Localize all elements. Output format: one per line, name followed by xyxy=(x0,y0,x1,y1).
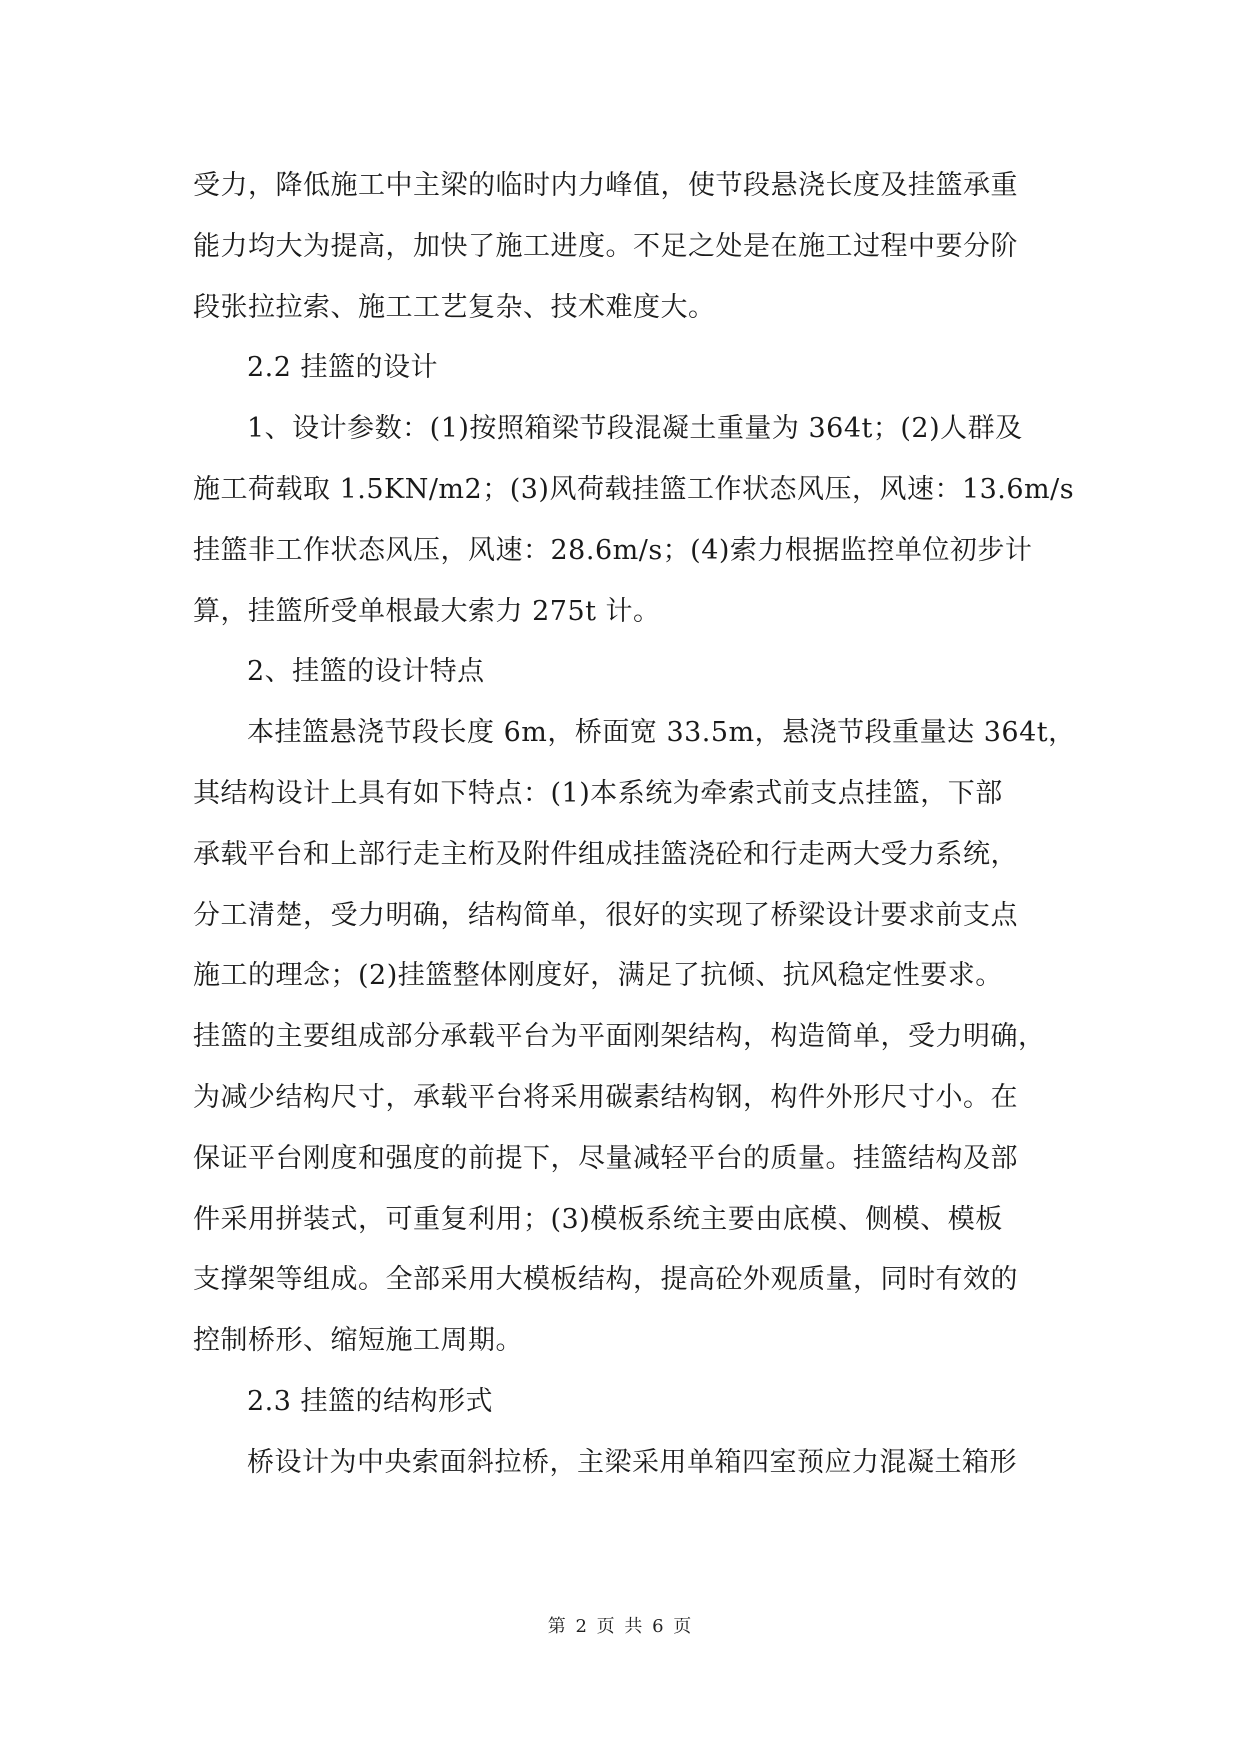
body-line: 能力均大为提高，加快了施工进度。不足之处是在施工过程中要分阶 xyxy=(193,230,1018,262)
subsection-heading-design-features: 2、挂篮的设计特点 xyxy=(247,656,485,688)
body-line: 本挂篮悬浇节段长度 6m，桥面宽 33.5m，悬浇节段重量达 364t， xyxy=(247,717,1076,749)
body-line: 施工的理念；(2)挂篮整体刚度好，满足了抗倾、抗风稳定性要求。 xyxy=(193,960,1003,992)
body-line: 保证平台刚度和强度的前提下，尽量减轻平台的质量。挂篮结构及部 xyxy=(193,1142,1018,1174)
body-line: 分工清楚，受力明确，结构简单，很好的实现了桥梁设计要求前支点 xyxy=(193,899,1018,931)
body-line: 段张拉拉索、施工工艺复杂、技术难度大。 xyxy=(193,291,716,323)
page-number-footer: 第 2 页 共 6 页 xyxy=(547,1616,694,1637)
body-line: 挂篮的主要组成部分承载平台为平面刚架结构，构造简单，受力明确， xyxy=(193,1021,1046,1053)
body-line: 受力，降低施工中主梁的临时内力峰值，使节段悬浇长度及挂篮承重 xyxy=(193,170,1018,201)
body-line: 算，挂篮所受单根最大索力 275t 计。 xyxy=(193,595,661,627)
body-line: 挂篮非工作状态风压，风速：28.6m/s；(4)索力根据监控单位初步计 xyxy=(193,534,1033,566)
section-heading-2-3: 2.3 挂篮的结构形式 xyxy=(247,1385,494,1417)
body-line: 件采用拼装式，可重复利用；(3)模板系统主要由底模、侧模、模板 xyxy=(193,1203,1003,1235)
document-body xyxy=(193,156,1076,1494)
body-line: 施工荷载取 1.5KN/m2；(3)风荷载挂篮工作状态风压，风速：13.6m/s xyxy=(193,473,1075,505)
body-line: 支撑架等组成。全部采用大模板结构，提高砼外观质量，同时有效的 xyxy=(193,1264,1018,1296)
body-line: 其结构设计上具有如下特点：(1)本系统为牵索式前支点挂篮，下部 xyxy=(193,777,1003,809)
body-line: 承载平台和上部行走主桁及附件组成挂篮浇砼和行走两大受力系统， xyxy=(193,838,1018,870)
body-line: 1、设计参数：(1)按照箱梁节段混凝土重量为 364t；(2)人群及 xyxy=(247,413,1023,445)
body-line: 为减少结构尺寸，承载平台将采用碳素结构钢，构件外形尺寸小。在 xyxy=(193,1081,1018,1113)
section-heading-2-2: 2.2 挂篮的设计 xyxy=(247,352,439,384)
body-line: 控制桥形、缩短施工周期。 xyxy=(193,1325,523,1357)
body-line: 桥设计为中央索面斜拉桥，主梁采用单箱四室预应力混凝土箱形 xyxy=(247,1446,1017,1478)
